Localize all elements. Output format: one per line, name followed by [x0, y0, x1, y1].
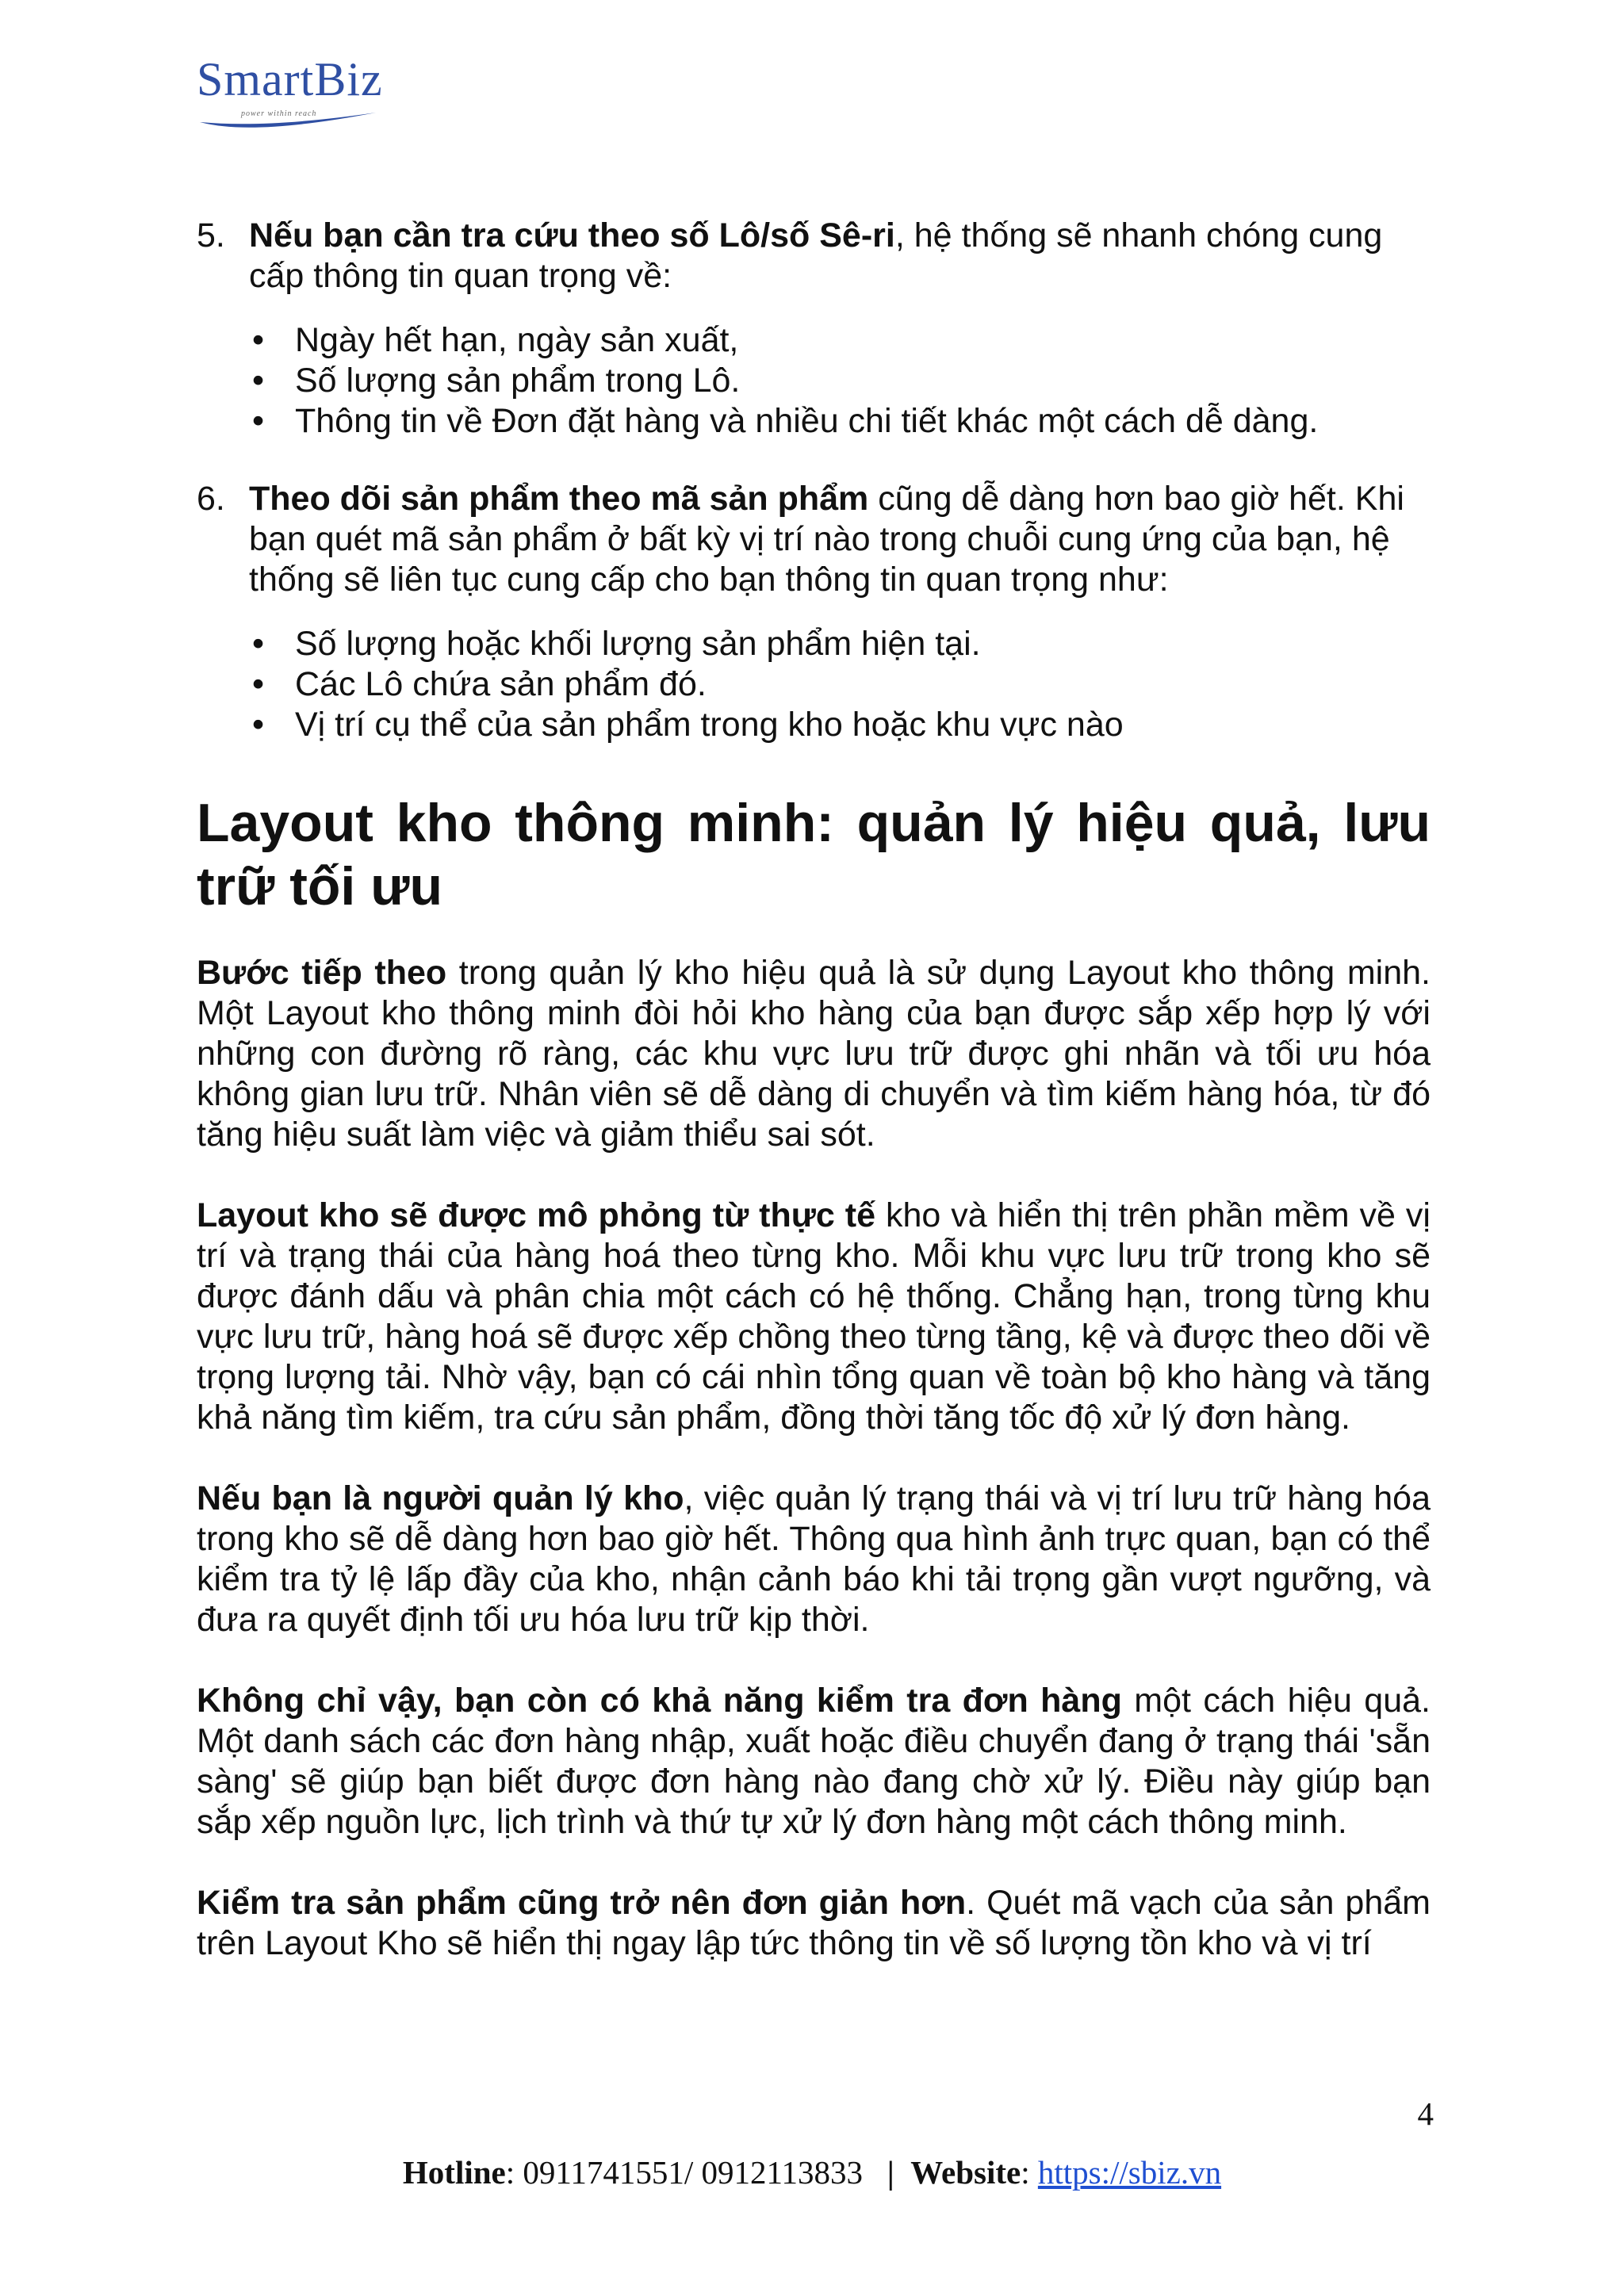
- paragraph: [197, 1196, 1431, 1438]
- website-label: Website: [910, 2154, 1021, 2191]
- paragraph-body: , việc quản lý trạng thái và vị trí lưu trữ hàng hóa trong kho sẽ dễ dàng hơn bao giờ hết. Thông qua hình ảnh trực quan, bạn có thể kiểm tra tỷ lệ lấp đầy của kho, nhận cảnh báo khi tải trọng gần vượt ngưỡng, và đưa ra quyết định tối ưu hóa lưu trữ kịp thời.: [197, 1479, 1431, 1639]
- list-item-5: [197, 216, 1431, 297]
- hotline-value: : 0911741551/ 0912113833: [505, 2154, 863, 2191]
- list-item-body: , hệ thống sẽ nhanh chóng cung cấp thông tin quan trọng về:: [249, 216, 1383, 295]
- list-item-text: [249, 479, 1431, 600]
- paragraph: [197, 1883, 1431, 1964]
- website-link[interactable]: https://sbiz.vn: [1037, 2154, 1222, 2191]
- list-item-body: cũng dễ dàng hơn bao giờ hết. Khi bạn quét mã sản phẩm ở bất kỳ vị trí nào trong chuỗi cung ứng của bạn, hệ thống sẽ liên tục cung cấp cho bạn thông tin quan trọng như:: [249, 480, 1404, 599]
- paragraph-lead: Nếu bạn là người quản lý kho: [197, 1479, 684, 1517]
- smartbiz-logo: [197, 52, 387, 140]
- bullet-item: • Ngày hết hạn, ngày sản xuất,: [197, 320, 1431, 361]
- paragraph-lead: Layout kho sẽ được mô phỏng từ thực tế: [197, 1196, 876, 1234]
- bullet-item: • Số lượng hoặc khối lượng sản phẩm hiện tại.: [197, 624, 1431, 664]
- paragraph-body: . Quét mã vạch của sản phẩm trên Layout Kho sẽ hiển thị ngay lập tức thông tin về số lượng tồn kho và vị trí: [197, 1884, 1431, 1962]
- bullet-item: • Vị trí cụ thể của sản phẩm trong kho hoặc khu vực nào: [197, 705, 1431, 745]
- paragraph: [197, 1479, 1431, 1640]
- list-item-text: [249, 216, 1431, 297]
- bullet-item: • Thông tin về Đơn đặt hàng và nhiều chi tiết khác một cách dễ dàng.: [197, 401, 1431, 442]
- paragraph-body: một cách hiệu quả. Một danh sách các đơn hàng nhập, xuất hoặc điều chuyển đang ở trạng thái 'sẵn sàng' sẽ giúp bạn biết được đơn hàng nào đang chờ xử lý. Điều này giúp bạn sắp xếp nguồn lực, lịch trình và thứ tự xử lý đơn hàng một cách thông minh.: [197, 1682, 1431, 1841]
- paragraph-lead: Không chỉ vậy, bạn còn có khả năng kiểm tra đơn hàng: [197, 1682, 1122, 1720]
- bullet-item: • Các Lô chứa sản phẩm đó.: [197, 664, 1431, 705]
- document-body: [197, 216, 1431, 1964]
- bullet-item: • Số lượng sản phẩm trong Lô.: [197, 361, 1431, 401]
- list-item-6: [197, 479, 1431, 600]
- list-item-bold: Nếu bạn cần tra cứu theo số Lô/số Sê-ri: [249, 216, 895, 254]
- logo-tagline: power within reach: [241, 109, 317, 118]
- bullet-list: [197, 624, 1431, 745]
- list-item-bold: Theo dõi sản phẩm theo mã sản phẩm: [249, 480, 869, 518]
- logo-wordmark: SmartBiz: [197, 53, 383, 105]
- bullet-list: [197, 320, 1431, 442]
- paragraph: [197, 953, 1431, 1155]
- section-heading: Layout kho thông minh: quản lý hiệu quả, lưu trữ tối ưu: [197, 793, 1431, 916]
- list-number: 5.: [197, 216, 225, 254]
- paragraph-body: kho và hiển thị trên phần mềm về vị trí và trạng thái của hàng hoá theo từng kho. Mỗi khu vực lưu trữ trong kho sẽ được đánh dấu và phân chia một cách có hệ thống. Chẳng hạn, trong từng khu vực lưu trữ, hàng hoá sẽ được xếp chồng theo từng tầng, kệ và được theo dõi về trọng lượng tải. Nhờ vậy, bạn có cái nhìn tổng quan về toàn bộ kho hàng và tăng khả năng tìm kiếm, tra cứu sản phẩm, đồng thời tăng tốc độ xử lý đơn hàng.: [197, 1196, 1431, 1437]
- hotline-label: Hotline: [402, 2154, 506, 2191]
- list-number: 6.: [197, 480, 225, 518]
- page-number: 4: [1417, 2095, 1434, 2132]
- paragraph-body: trong quản lý kho hiệu quả là sử dụng Layout kho thông minh. Một Layout kho thông minh đòi hỏi kho hàng của bạn được sắp xếp hợp lý với những con đường rõ ràng, các khu vực lưu trữ được ghi nhãn và tối ưu hóa không gian lưu trữ. Nhân viên sẽ dễ dàng di chuyển và tìm kiếm hàng hóa, từ đó tăng hiệu suất làm việc và giảm thiểu sai sót.: [197, 954, 1431, 1154]
- paragraph-lead: Bước tiếp theo: [197, 954, 447, 992]
- footer: [0, 2153, 1624, 2191]
- paragraph: [197, 1681, 1431, 1843]
- footer-separator: |: [887, 2154, 894, 2191]
- website-separator: :: [1021, 2154, 1030, 2191]
- paragraph-lead: Kiểm tra sản phẩm cũng trở nên đơn giản hơn: [197, 1884, 967, 1922]
